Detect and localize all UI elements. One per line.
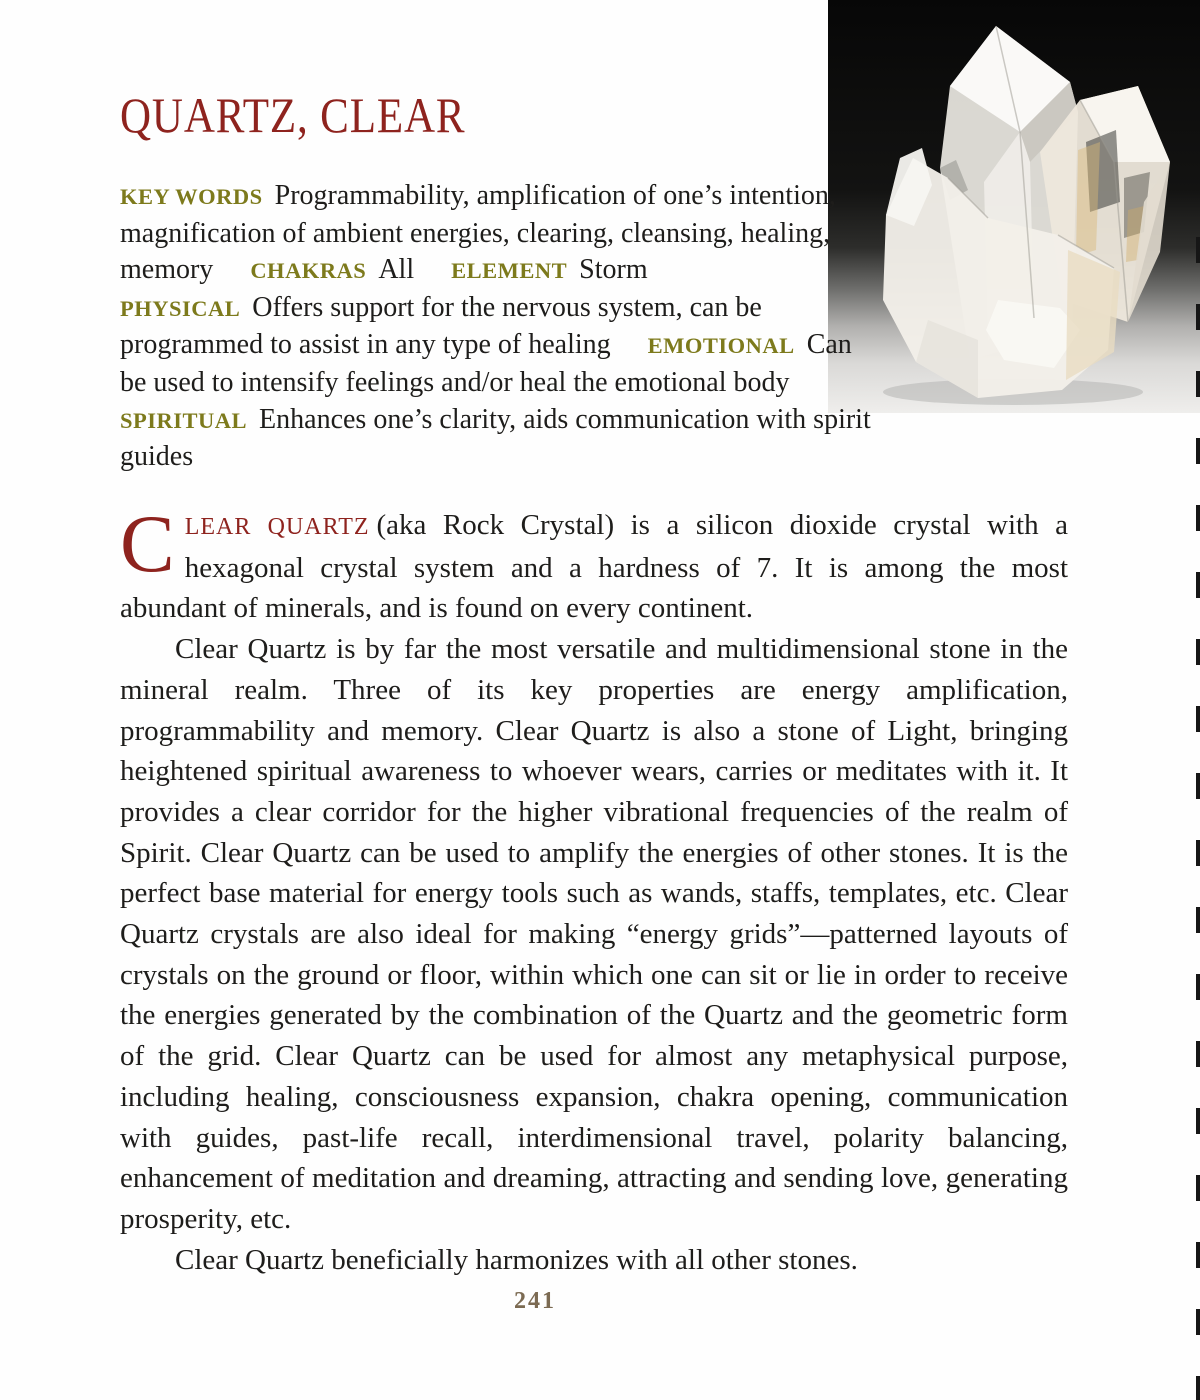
body-paragraph: Clear Quartz beneficially harmonizes with all other stones. <box>175 1243 858 1276</box>
page-edge-tick <box>1196 1041 1200 1067</box>
body-paragraph: Clear Quartz is by far the most versatile and multidimensional stone in the mineral realm. Three of its key properties are energy amplification, programmability and memory. Clear Quartz is also a stone of Light, bringing heightened spiritual awareness to whoever wears, carries or meditates with it. It provides a clear corridor for the higher vibrational frequencies of the realm of Spirit. Clear Quartz can be used to amplify the energies of other stones. It is the perfect base material for energy tools such as wands, staffs, templates, etc. Clear Quartz crystals are also ideal for making “energy grids”—patterned layouts of crystals on the ground or floor, within which one can sit or lie in order to receive the energies generated by the combination of the Quartz and the geometric form of the grid. Clear Quartz can be used for almost any metaphysical purpose, including healing, consciousness expansion, chakra opening, communication with guides, past-life recall, interdimensional travel, polarity balancing, enhancement of meditation and dreaming, attracting and sending love, generating prosperity, etc. <box>120 633 1068 1235</box>
page-edge-tick <box>1196 1108 1200 1134</box>
spiritual-segment <box>120 404 871 473</box>
page-edge-tick <box>1196 237 1200 263</box>
chakras-label: CHAKRAS <box>250 258 367 284</box>
chakras-segment <box>250 254 414 285</box>
physical-label: PHYSICAL <box>120 295 241 321</box>
page-edge-tick <box>1196 1309 1200 1335</box>
page-edge-tick <box>1196 1242 1200 1268</box>
element-label: ELEMENT <box>451 258 568 284</box>
chakras-text: All <box>378 254 415 286</box>
page-edge-tick <box>1196 371 1200 397</box>
page-edge-tick <box>1196 773 1200 799</box>
page-edge-tick <box>1196 572 1200 598</box>
key-words-label: KEY WORDS <box>120 184 263 209</box>
page-edge-tick <box>1196 639 1200 665</box>
drop-cap: C <box>120 498 175 589</box>
element-text: Storm <box>579 254 648 286</box>
page-edge-tick <box>1196 706 1200 732</box>
intro-paragraph <box>120 498 1068 629</box>
physical-text: Offers support for the nervous system, can be programmed to assist in any type of healing <box>120 291 762 361</box>
key-properties-block <box>120 178 1068 476</box>
spiritual-text: Enhances one’s clarity, aids communication with spirit guides <box>120 403 871 473</box>
photo-wrap-spacer <box>877 178 1200 414</box>
key-words-text: Programmability, amplification of one’s intention, magnification of ambient energies, clearing, cleansing, healing, memory <box>120 180 836 286</box>
emotional-label: EMOTIONAL <box>647 333 795 359</box>
emotional-text: Can be used to intensify feelings and/or heal the emotional body <box>120 329 852 398</box>
page-number: 241 <box>514 1288 556 1314</box>
spiritual-label: SPIRITUAL <box>120 407 248 433</box>
page-edge-ticks <box>1195 237 1200 1400</box>
page-edge-tick <box>1196 304 1200 330</box>
lead-in-small-caps: LEAR QUARTZ <box>184 514 370 540</box>
page-edge-tick <box>1196 1175 1200 1201</box>
element-segment <box>451 254 648 285</box>
page-edge-tick <box>1196 840 1200 866</box>
page-edge-tick <box>1196 505 1200 531</box>
page-edge-tick <box>1196 907 1200 933</box>
page-edge-tick <box>1196 438 1200 464</box>
intro-text: (aka Rock Crystal) is a silicon dioxide crystal with a hexagonal crystal system and a hardness of 7. It is among the most abundant of minerals, and is found on every continent. <box>120 509 1068 625</box>
page-edge-tick <box>1196 974 1200 1000</box>
page-title: QUARTZ, CLEAR <box>120 87 466 143</box>
page-edge-dashes <box>0 1394 1200 1400</box>
article-body <box>120 498 1068 1280</box>
